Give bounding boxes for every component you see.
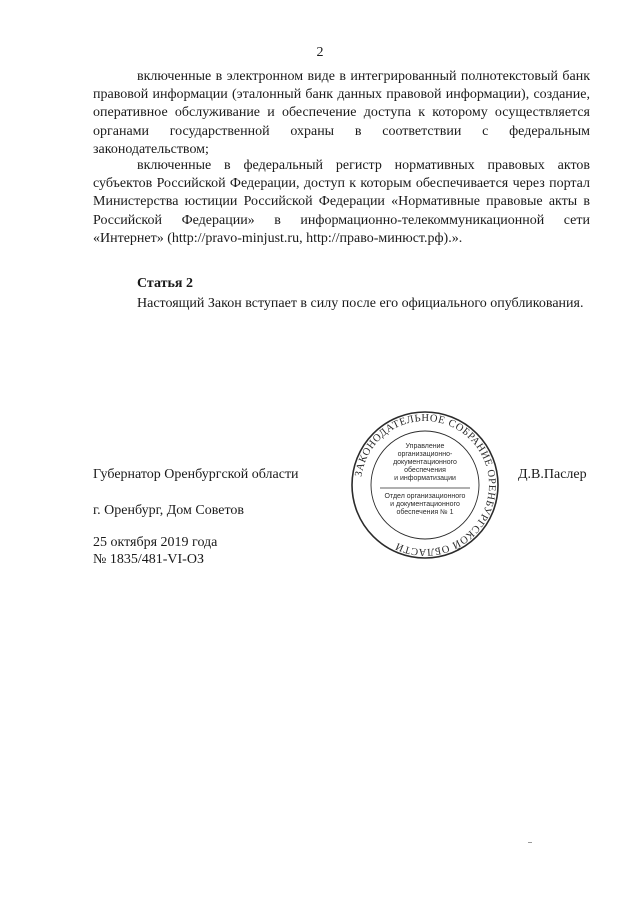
- article-heading: Статья 2: [137, 276, 193, 291]
- seal-department-line: обеспечения № 1: [396, 509, 454, 516]
- body-paragraph: [93, 68, 590, 159]
- signing-date: 25 октября 2019 года: [93, 535, 218, 550]
- law-number: № 1835/481-VI-ОЗ: [93, 552, 204, 567]
- page-number: 2: [316, 45, 324, 60]
- body-paragraph: [93, 295, 590, 313]
- seal-department-line: Отдел организационного: [384, 493, 466, 500]
- seal-inner-line: документационного: [393, 459, 457, 466]
- seal-inner-line: Управление: [405, 443, 445, 450]
- body-paragraph: [93, 157, 590, 248]
- governor-name: Д.В.Паслер: [518, 467, 587, 482]
- signing-place: г. Оренбург, Дом Советов: [93, 503, 244, 518]
- governor-title: Губернатор Оренбургской области: [93, 467, 299, 482]
- seal-inner-line: организационно-: [397, 451, 453, 458]
- seal-department-line: и документационного: [390, 501, 460, 508]
- seal-inner-line: обеспечения: [404, 467, 446, 474]
- scan-speck: [528, 842, 532, 843]
- seal-outer-ring: [352, 412, 498, 558]
- seal-ring-text: ЗАКОНОДАТЕЛЬНОЕ СОБРАНИЕ ОРЕНБУРГСКОЙ ОБЛАСТИ: [353, 412, 498, 558]
- article-text: Настоящий Закон вступает в силу после его официального опубликования.: [137, 296, 584, 311]
- seal-inner-line: и информатизации: [394, 475, 456, 482]
- paragraph-integrated-bank: включенные в электронном виде в интегрированный полнотекстовый банк правовой информации (эталонный банк данных правовой информации), создание, оперативное обслуживание и обеспечение доступа к которому осуществляется органами государственной охраны в соответствии с федеральным законодательством;: [93, 69, 590, 157]
- official-seal: [350, 410, 500, 560]
- paragraph-federal-register: включенные в федеральный регистр нормативных правовых актов субъектов Российской Федерации, доступ к которым обеспечивается через портал Министерства юстиции Российской Федерации «Нормативные правовые акты в Российской Федерации» в информационно-телекоммуникационной сети «Интернет» (http://pravo-minjust.ru, http://право-минюст.рф).».: [93, 158, 590, 246]
